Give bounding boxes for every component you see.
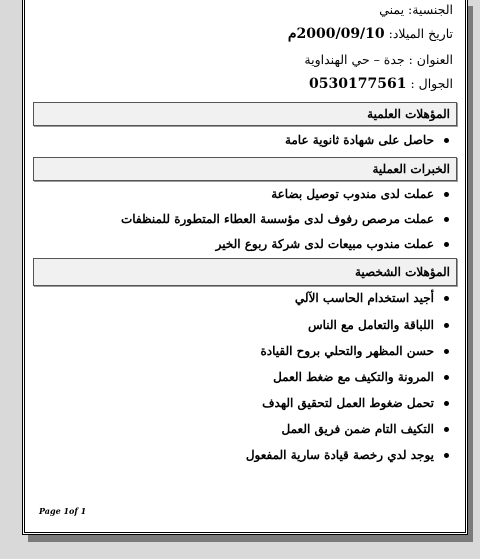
bullet-icon (444, 427, 449, 432)
bullet-icon (444, 453, 449, 458)
list-item: حسن المظهر والتحلي بروح القيادة (261, 344, 450, 358)
list-item: حاصل على شهادة ثانوية عامة (285, 133, 449, 147)
bullet-icon (444, 138, 449, 143)
page-number: Page 1of 1 (39, 506, 87, 516)
bullet-icon (444, 401, 449, 406)
list-item: عملت لدى مندوب توصيل بضاعة (271, 187, 449, 201)
section-header-education: المؤهلات العلمية (33, 102, 457, 126)
bullet-icon (444, 217, 449, 222)
section-header-personal-skills: المؤهلات الشخصية (33, 258, 457, 286)
mobile-line (309, 76, 453, 92)
mobile-value: 0530177561 (309, 76, 407, 92)
bullet-icon (444, 375, 449, 380)
document-page (22, 0, 468, 535)
page-shadow-right (468, 6, 473, 542)
bullet-icon (444, 349, 449, 354)
address-line: العنوان : جدة – حي الهنداوية (304, 52, 453, 67)
birth-date-value: 2000/09/10م (287, 26, 385, 42)
bullet-icon (444, 242, 449, 247)
bullet-icon (444, 296, 449, 301)
list-item: التكيف التام ضمن فريق العمل (282, 422, 449, 436)
list-item: المرونة والتكيف مع ضغط العمل (273, 370, 449, 384)
list-item: عملت مندوب مبيعات لدى شركة ربوع الخير (216, 237, 449, 251)
bullet-icon (444, 192, 449, 197)
page-content (33, 0, 457, 532)
list-item: أجيد استخدام الحاسب الآلي (295, 291, 449, 305)
list-item: اللباقة والتعامل مع الناس (308, 318, 449, 332)
list-item: عملت مرصص رفوف لدى مؤسسة العطاء المتطورة للمنظفات (121, 212, 449, 226)
list-item: يوجد لدي رخصة قيادة سارية المفعول (246, 448, 449, 462)
birth-date-label: تاريخ الميلاد: (384, 26, 453, 41)
page-shadow-bottom (28, 535, 473, 542)
section-header-experience: الخبرات العملية (33, 157, 457, 181)
nationality-line: الجنسية: يمني (379, 2, 453, 17)
list-item: تحمل ضغوط العمل لتحقيق الهدف (262, 396, 449, 410)
mobile-label: الجوال : (406, 76, 453, 91)
bullet-icon (444, 323, 449, 328)
birth-date-line (288, 26, 453, 42)
